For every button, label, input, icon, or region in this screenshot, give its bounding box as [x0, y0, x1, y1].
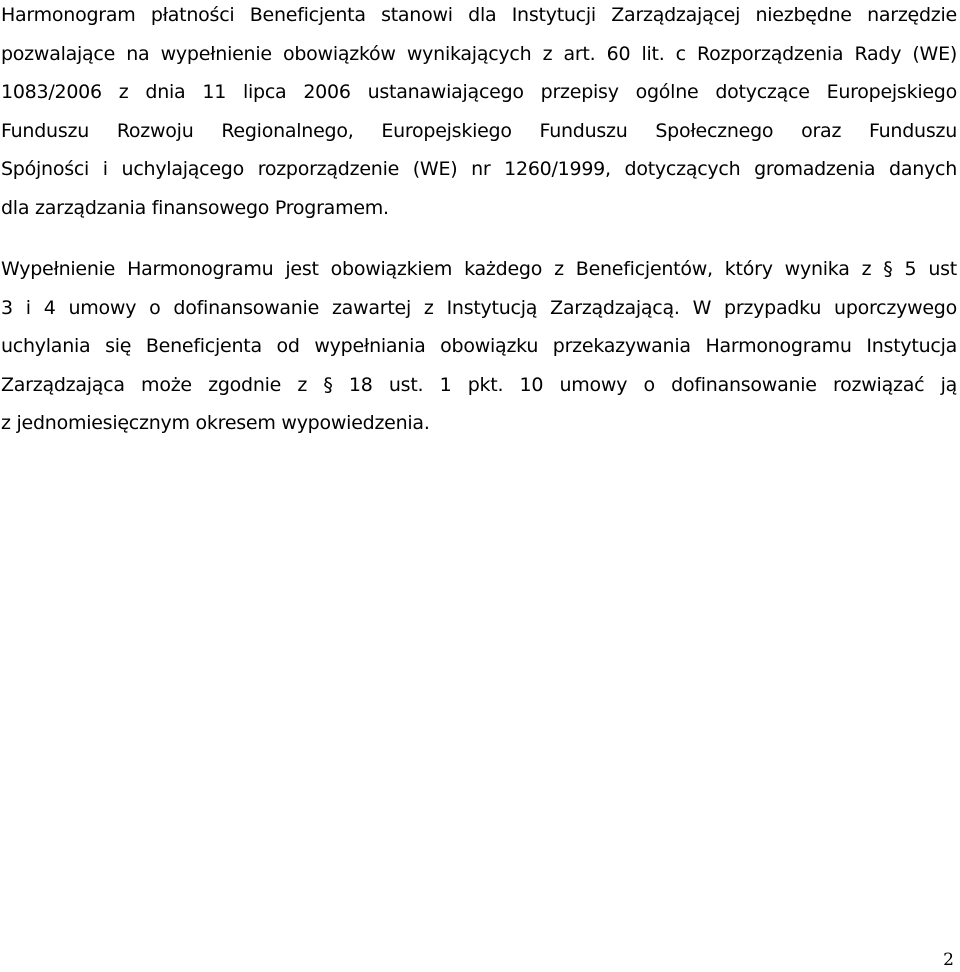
- text-line: pozwalające na wypełnienie obowiązków wynikających z art. 60 lit. c Rozporządzenia Rady (WE): [1, 42, 957, 65]
- page-number: 2: [943, 950, 954, 970]
- text-line: uchylania się Beneficjenta od wypełniania obowiązku przekazywania Harmonogramu Instytucja: [1, 335, 957, 357]
- text-line: 3 i 4 umowy o dofinansowanie zawartej z Instytucją Zarządzającą. W przypadku uporczywego: [1, 296, 957, 319]
- text-line: Funduszu Rozwoju Regionalnego, Europejskiego Funduszu Społecznego oraz Funduszu: [1, 119, 957, 142]
- paragraph-harmonogram-obligation: [1, 250, 957, 443]
- paragraph-harmonogram-purpose: [1, 0, 957, 227]
- text-line: 1083/2006 z dnia 11 lipca 2006 ustanawiającego przepisy ogólne dotyczące Europejskiego: [1, 81, 957, 103]
- text-line: dla zarządzania finansowego Programem.: [1, 196, 389, 219]
- text-line: z jednomiesięcznym okresem wypowiedzenia.: [1, 412, 430, 434]
- text-line: Wypełnienie Harmonogramu jest obowiązkiem każdego z Beneficjentów, który wynika z § 5 ust: [1, 258, 957, 280]
- text-line: Spójności i uchylającego rozporządzenie (WE) nr 1260/1999, dotyczących gromadzenia danych: [1, 158, 957, 180]
- text-line: Zarządzająca może zgodnie z § 18 ust. 1 pkt. 10 umowy o dofinansowanie rozwiązać ją: [1, 373, 957, 396]
- text-line: Harmonogram płatności Beneficjenta stanowi dla Instytucji Zarządzającej niezbędne narzędzie: [1, 4, 957, 26]
